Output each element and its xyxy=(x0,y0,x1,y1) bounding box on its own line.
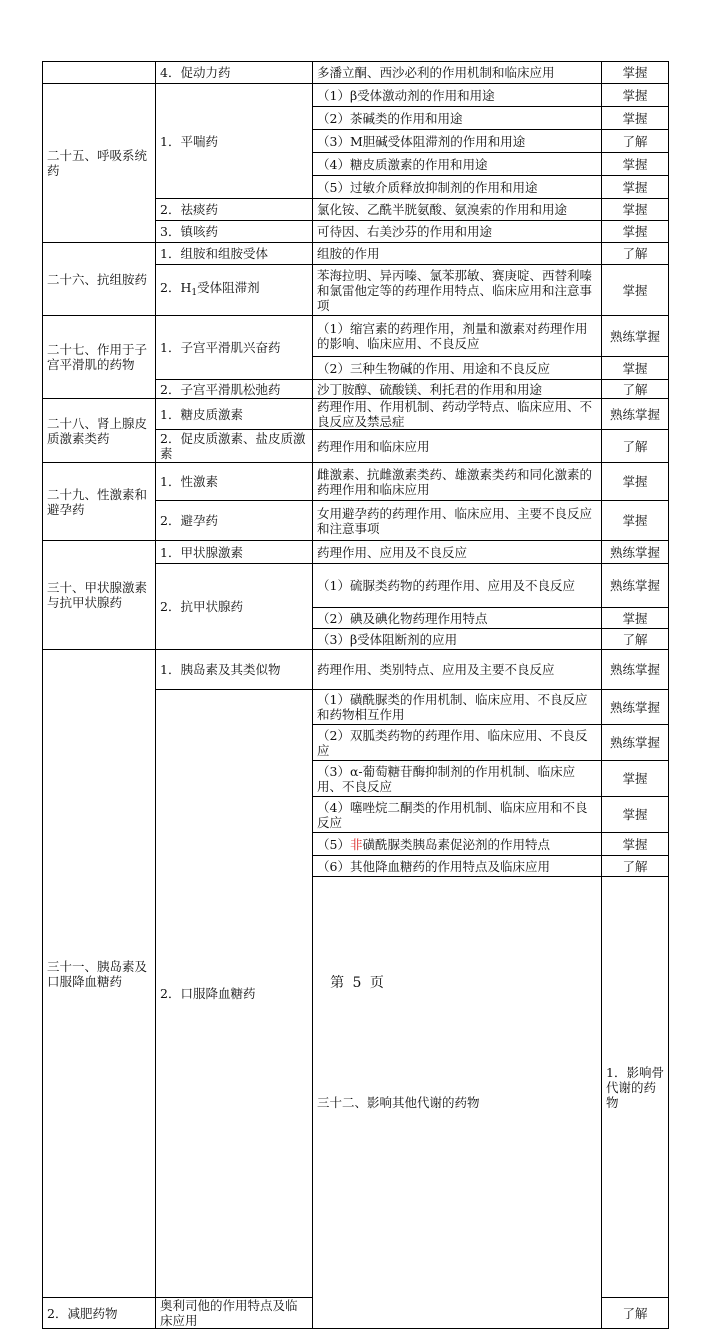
requirement-cell: 掌握 xyxy=(602,84,669,107)
content-cell: （1）缩宫素的药理作用，剂量和激素对药理作用的影响、临床应用、不良反应 xyxy=(313,316,602,357)
requirement-cell: 熟练掌握 xyxy=(602,725,669,761)
table-row xyxy=(43,463,669,501)
content-cell: （2）三种生物碱的作用、用途和不良反应 xyxy=(313,357,602,380)
requirement-cell: 熟练掌握 xyxy=(602,399,669,430)
content-cell: 可待因、右美沙芬的作用和用途 xyxy=(313,221,602,243)
requirement-cell: 掌握 xyxy=(602,761,669,797)
topic-cell: 2．祛痰药 xyxy=(156,199,313,221)
content-cell: （2）碘及碘化物药理作用特点 xyxy=(313,608,602,629)
content-cell: （3）β受体阻断剂的应用 xyxy=(313,629,602,650)
requirement-cell: 掌握 xyxy=(602,833,669,856)
requirement-cell: 掌握 xyxy=(602,608,669,629)
content-cell: （1）硫脲类药物的药理作用、应用及不良反应 xyxy=(313,564,602,608)
topic-text-tail: 受体阻滞剂 xyxy=(197,279,260,295)
requirement-cell: 掌握 xyxy=(602,199,669,221)
content-cell: （3）M胆碱受体阻滞剂的作用和用途 xyxy=(313,130,602,153)
requirement-cell: 掌握 xyxy=(602,357,669,380)
requirement-cell: 熟练掌握 xyxy=(602,541,669,564)
chapter-cell xyxy=(43,62,156,84)
highlighted-text: 非 xyxy=(349,836,363,852)
content-cell: （3）α-葡萄糖苷酶抑制剂的作用机制、临床应用、不良反应 xyxy=(313,761,602,797)
content-cell: 女用避孕药的药理作用、临床应用、主要不良反应和注意事项 xyxy=(313,501,602,541)
topic-cell: 1．影响骨代谢的药物 xyxy=(602,877,669,1298)
requirement-cell: 了解 xyxy=(602,243,669,265)
requirement-cell: 熟练掌握 xyxy=(602,564,669,608)
requirement-cell: 掌握 xyxy=(602,176,669,199)
content-text: 磺酰脲类胰岛素促泌剂的作用特点 xyxy=(362,836,550,852)
content-text: （5） xyxy=(317,836,350,852)
topic-cell: 2．抗甲状腺药 xyxy=(156,564,313,650)
chapter-cell: 二十七、作用于子宫平滑肌的药物 xyxy=(43,316,156,399)
content-cell: 雌激素、抗雌激素类药、雄激素类药和同化激素的药理作用和临床应用 xyxy=(313,463,602,501)
table-row xyxy=(43,316,669,357)
chapter-cell: 三十、甲状腺激素与抗甲状腺药 xyxy=(43,541,156,650)
content-cell: （4）噻唑烷二酮类的作用机制、临床应用和不良反应 xyxy=(313,797,602,833)
content-cell: （4）糖皮质激素的作用和用途 xyxy=(313,153,602,176)
topic-cell: 2．口服降血糖药 xyxy=(156,690,313,1298)
topic-cell: 1．平喘药 xyxy=(156,84,313,199)
requirement-cell: 熟练掌握 xyxy=(602,690,669,725)
topic-cell: 2．减肥药物 xyxy=(43,1298,156,1329)
requirement-cell: 了解 xyxy=(602,380,669,399)
content-cell: 沙丁胺醇、硫酸镁、利托君的作用和用途 xyxy=(313,380,602,399)
content-cell: 药理作用、应用及不良反应 xyxy=(313,541,602,564)
syllabus-table xyxy=(42,61,669,1329)
chapter-cell: 二十八、肾上腺皮质激素类药 xyxy=(43,399,156,463)
content-cell: （5）过敏介质释放抑制剂的作用和用途 xyxy=(313,176,602,199)
requirement-cell: 掌握 xyxy=(602,221,669,243)
content-cell: （2）双胍类药物的药理作用、临床应用、不良反应 xyxy=(313,725,602,761)
requirement-cell: 熟练掌握 xyxy=(602,316,669,357)
topic-cell: 1．性激素 xyxy=(156,463,313,501)
content-cell: 多潘立酮、西沙必利的作用机制和临床应用 xyxy=(313,62,602,84)
content-cell: 组胺的作用 xyxy=(313,243,602,265)
chapter-cell: 三十二、影响其他代谢的药物 xyxy=(313,877,602,1329)
chapter-cell: 三十一、胰岛素及口服降血糖药 xyxy=(43,650,156,1298)
table-row xyxy=(43,399,669,430)
topic-cell: 1．甲状腺激素 xyxy=(156,541,313,564)
requirement-cell: 掌握 xyxy=(602,107,669,130)
topic-cell: 2．子宫平滑肌松弛药 xyxy=(156,380,313,399)
topic-cell: 1．子宫平滑肌兴奋药 xyxy=(156,316,313,380)
topic-cell: 1．胰岛素及其类似物 xyxy=(156,650,313,690)
table-row xyxy=(43,541,669,564)
topic-cell: 2．促皮质激素、盐皮质激素 xyxy=(156,430,313,463)
table-row xyxy=(43,243,669,265)
subscript: 1 xyxy=(191,287,198,298)
content-cell: （1）磺酰脲类的作用机制、临床应用、不良反应和药物相互作用 xyxy=(313,690,602,725)
requirement-cell: 了解 xyxy=(602,430,669,463)
requirement-cell: 了解 xyxy=(602,629,669,650)
requirement-cell: 掌握 xyxy=(602,265,669,316)
table-row xyxy=(43,62,669,84)
content-cell: （6）其他降血糖药的作用特点及临床应用 xyxy=(313,856,602,877)
topic-text: 2．H xyxy=(160,279,192,295)
requirement-cell: 掌握 xyxy=(602,797,669,833)
table-row xyxy=(43,650,669,690)
requirement-cell: 了解 xyxy=(602,1298,669,1329)
page-number: 第 5 页 xyxy=(330,975,386,991)
topic-cell: 1．组胺和组胺受体 xyxy=(156,243,313,265)
topic-cell: 1．糖皮质激素 xyxy=(156,399,313,430)
syllabus-table-body xyxy=(43,62,669,1329)
requirement-cell: 掌握 xyxy=(602,62,669,84)
content-cell: （1）β受体激动剂的作用和用途 xyxy=(313,84,602,107)
chapter-cell: 二十九、性激素和避孕药 xyxy=(43,463,156,541)
content-cell: 奥利司他的作用特点及临床应用 xyxy=(156,1298,313,1329)
content-cell: （2）茶碱类的作用和用途 xyxy=(313,107,602,130)
chapter-cell: 二十五、呼吸系统药 xyxy=(43,84,156,243)
topic-cell: 3．镇咳药 xyxy=(156,221,313,243)
content-cell xyxy=(313,833,602,856)
content-cell: 药理作用、类别特点、应用及主要不良反应 xyxy=(313,650,602,690)
content-cell: 氯化铵、乙酰半胱氨酸、氨溴索的作用和用途 xyxy=(313,199,602,221)
requirement-cell: 了解 xyxy=(602,856,669,877)
requirement-cell: 熟练掌握 xyxy=(602,650,669,690)
requirement-cell: 掌握 xyxy=(602,153,669,176)
chapter-cell: 二十六、抗组胺药 xyxy=(43,243,156,316)
content-cell: 药理作用、作用机制、药动学特点、临床应用、不良反应及禁忌症 xyxy=(313,399,602,430)
content-cell: 苯海拉明、异丙嗪、氯苯那敏、赛庚啶、西替利嗪和氯雷他定等的药理作用特点、临床应用和注意事项 xyxy=(313,265,602,316)
table-row xyxy=(43,84,669,107)
topic-cell xyxy=(156,265,313,316)
requirement-cell: 掌握 xyxy=(602,463,669,501)
topic-cell: 2．避孕药 xyxy=(156,501,313,541)
topic-cell: 4．促动力药 xyxy=(156,62,313,84)
content-cell: 药理作用和临床应用 xyxy=(313,430,602,463)
requirement-cell: 了解 xyxy=(602,130,669,153)
requirement-cell: 掌握 xyxy=(602,501,669,541)
